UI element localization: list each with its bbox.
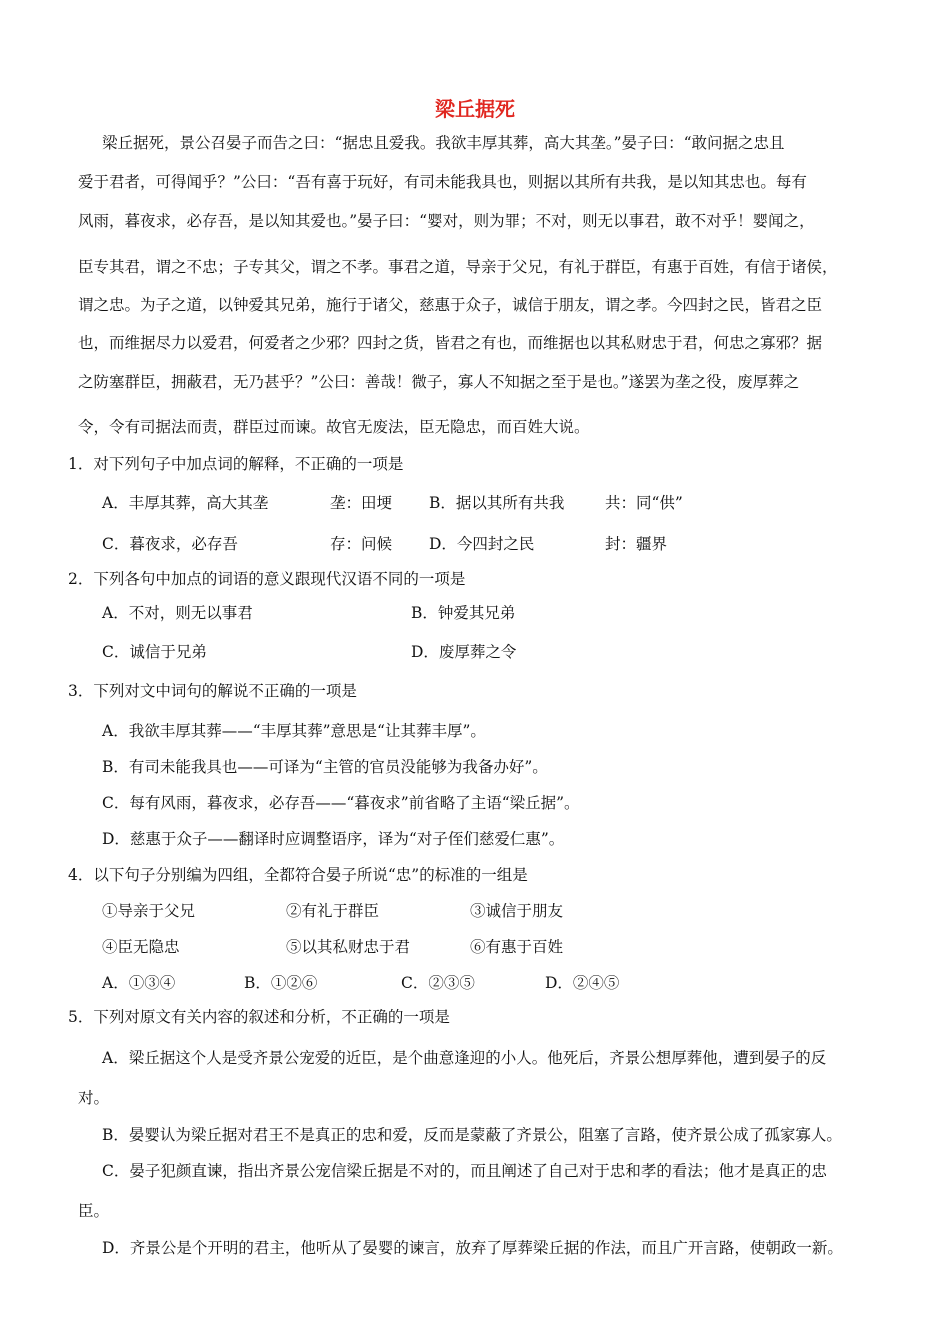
question-3-stem: 3．下列对文中词句的解说不正确的一项是 [68, 682, 357, 700]
question-4-item: ②有礼于群臣 [286, 902, 380, 920]
question-5-option-b: B．晏婴认为梁丘据对君王不是真正的忠和爱，反而是蒙蔽了齐景公，阻塞了言路，使齐景公成了孤家寡人。 [102, 1126, 842, 1144]
question-1-option-a: A．丰厚其葬，高大其垄 [102, 494, 269, 512]
question-1-option-b-note: 共：同“供” [605, 494, 683, 512]
passage-line-5: 谓之忠。为子之道，以钟爱其兄弟，施行于诸父，慈惠于众子，诚信于朋友，谓之孝。今四封之民，皆君之臣 [78, 296, 823, 314]
question-4-item: ⑥有惠于百姓 [470, 938, 564, 956]
passage-line-1: 梁丘据死，景公召晏子而告之曰：“据忠且爱我。我欲丰厚其葬，高大其垄。”晏子曰：“敢问据之忠且 [102, 134, 785, 152]
question-2-option-c: C．诚信于兄弟 [102, 643, 207, 661]
question-4-option-a: A．①③④ [102, 974, 176, 992]
question-1-option-d-note: 封：疆界 [605, 535, 668, 553]
question-1-option-c: C．暮夜求，必存吾 [102, 535, 238, 553]
question-5-option-a-continued: 对。 [78, 1089, 110, 1107]
question-4-item: ⑤以其私财忠于君 [286, 938, 411, 956]
question-3-option-c: C．每有风雨，暮夜求，必存吾——“暮夜求”前省略了主语“梁丘据”。 [102, 794, 580, 812]
passage-line-2: 爱于君者，可得闻乎？”公曰：“吾有喜于玩好，有司未能我具也，则据以其所有共我，是以知其忠也。每有 [78, 173, 807, 191]
question-4-stem: 4．以下句子分别编为四组，全都符合晏子所说“忠”的标准的一组是 [68, 866, 528, 884]
question-1-option-a-note: 垄：田埂 [330, 494, 393, 512]
question-2-option-a: A．不对，则无以事君 [102, 604, 253, 622]
question-5-option-d: D．齐景公是个开明的君主，他听从了晏婴的谏言，放弃了厚葬梁丘据的作法，而且广开言路，使朝政一新。 [102, 1239, 843, 1257]
question-3-option-d: D．慈惠于众子——翻译时应调整语序，译为“对子侄们慈爱仁惠”。 [102, 830, 565, 848]
passage-line-6: 也，而维据尽力以爱君，何爱者之少邪？四封之货，皆君之有也，而维据也以其私财忠于君，何忠之寡邪？据 [78, 334, 823, 352]
question-4-item: ④臣无隐忠 [102, 938, 180, 956]
question-4-option-c: C．②③⑤ [401, 974, 475, 992]
question-4-item: ①导亲于父兄 [102, 902, 196, 920]
question-3-option-a: A．我欲丰厚其葬——“丰厚其葬”意思是“让其葬丰厚”。 [102, 722, 486, 740]
passage-line-8: 令，令有司据法而责，群臣过而谏。故官无废法，臣无隐忠，而百姓大说。 [78, 418, 590, 436]
question-5-option-a: A．梁丘据这个人是受齐景公宠爱的近臣，是个曲意逢迎的小人。他死后，齐景公想厚葬他，遭到晏子的反 [102, 1049, 827, 1067]
question-3-option-b: B．有司未能我具也——可译为“主管的官员没能够为我备办好”。 [102, 758, 548, 776]
question-1-stem: 1．对下列句子中加点词的解释，不正确的一项是 [68, 455, 404, 473]
question-4-option-b: B．①②⑥ [244, 974, 318, 992]
question-1-option-d: D．今四封之民 [429, 535, 535, 553]
question-2-option-b: B．钟爱其兄弟 [411, 604, 516, 622]
document-title: 梁丘据死 [435, 97, 515, 121]
question-2-stem: 2．下列各句中加点的词语的意义跟现代汉语不同的一项是 [68, 570, 466, 588]
passage-line-3: 风雨，暮夜求，必存吾，是以知其爱也。”晏子曰：“婴对，则为罪；不对，则无以事君，敢不对乎！婴闻之， [78, 212, 815, 230]
question-1-option-c-note: 存：问候 [330, 535, 393, 553]
passage-line-7: 之防塞群臣，拥蔽君，无乃甚乎？”公曰：善哉！微子，寡人不知据之至于是也。”遂罢为垄之役，废厚葬之 [78, 373, 800, 391]
question-4-option-d: D．②④⑤ [545, 974, 620, 992]
question-5-option-c-continued: 臣。 [78, 1202, 110, 1220]
question-1-option-b: B．据以其所有共我 [429, 494, 565, 512]
question-4-item: ③诚信于朋友 [470, 902, 564, 920]
passage-line-4: 臣专其君，谓之不忠；子专其父，谓之不孝。事君之道，导亲于父兄，有礼于群臣，有惠于百姓，有信于诸侯， [78, 258, 838, 276]
question-5-stem: 5．下列对原文有关内容的叙述和分析，不正确的一项是 [68, 1008, 450, 1026]
question-2-option-d: D．废厚葬之令 [411, 643, 517, 661]
question-5-option-c: C．晏子犯颜直谏，指出齐景公宠信梁丘据是不对的，而且阐述了自己对于忠和孝的看法；他才是真正的忠 [102, 1162, 827, 1180]
